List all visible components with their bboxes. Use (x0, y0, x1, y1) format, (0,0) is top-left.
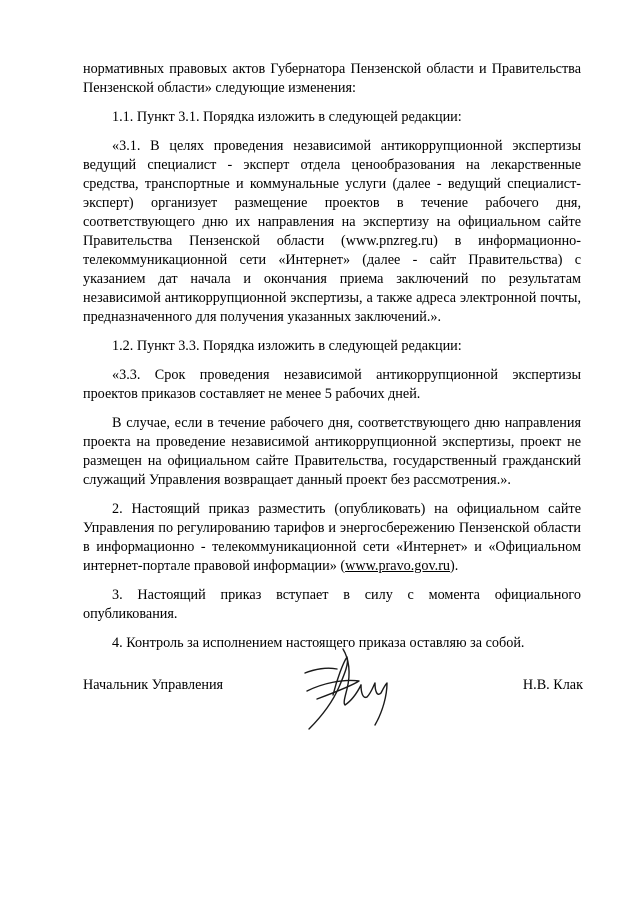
paragraph-4-control: 4. Контроль за исполнением настоящего приказа оставляю за собой. (112, 635, 525, 651)
paragraph-3-1-text: «3.1. В целях проведения независимой антикоррупционной экспертизы ведущий специалист - эксперт отдела ценообразования на лекарственные средства, транспортные и коммунальные услуги (далее - ведущий специалист-эксперт) организует размещение проектов в течение рабочего дня, соответствующего дню их направления на экспертизу на официальном сайте Правительства Пензенской области (www.pnzreg.ru) в информационно-телекоммуникационной сети «Интернет» (далее - сайт Правительства) с указанием дат начала и окончания приема заключений по результатам независимой антикоррупционной экспертизы, а также адреса электронной почты, предназначенного для получения указанных заключений.». (83, 138, 581, 325)
paragraph-2-tail: ). (450, 558, 459, 574)
signature-block (83, 676, 583, 700)
paragraph-1-2: 1.2. Пункт 3.3. Порядка изложить в следующей редакции: (112, 338, 462, 354)
paragraph-return-rule: В случае, если в течение рабочего дня, соответствующего дню направления проекта на проведение независимой антикоррупционной экспертизы, проект не размещен на официальном сайте Правительства, государственный гражданский служащий Управления возвращает данный проект без рассмотрения.». (83, 415, 581, 488)
paragraph-1-1: 1.1. Пункт 3.1. Порядка изложить в следующей редакции: (112, 109, 462, 125)
signatory-name: Н.В. Клак (522, 677, 583, 693)
signatory-title: Начальник Управления (83, 677, 224, 693)
paragraph-3-3-text: «3.3. Срок проведения независимой антикоррупционной экспертизы проектов приказов составляет не менее 5 рабочих дней. (83, 367, 581, 402)
paragraph-2-publish (83, 500, 581, 576)
paragraph-intro: нормативных правовых актов Губернатора Пензенской области и Правительства Пензенской области» следующие изменения: (83, 61, 581, 96)
document-body (83, 60, 581, 663)
paragraph-2-text: 2. Настоящий приказ разместить (опубликовать) на официальном сайте Управления по регулированию тарифов и энергосбережению Пензенской области в информационно - телекоммуникационной сети «Интернет» и «Официальном интернет-портале правовой информации» ( (83, 501, 581, 574)
pravo-gov-link[interactable]: www.pravo.gov.ru (345, 558, 451, 574)
paragraph-3-effect: 3. Настоящий приказ вступает в силу с момента официального опубликования. (83, 587, 581, 622)
